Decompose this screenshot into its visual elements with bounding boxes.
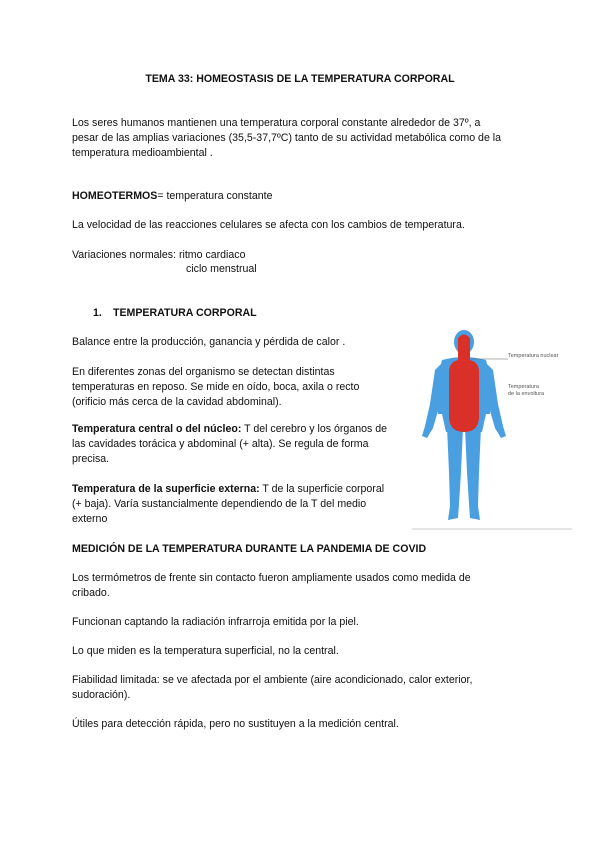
variaciones-item-2: ciclo menstrual <box>186 263 257 275</box>
section-1-number: 1. <box>93 307 102 319</box>
central-line-3: precisa. <box>72 453 110 465</box>
variaciones-label: Variaciones normales: ritmo cardiaco <box>72 249 246 261</box>
homeotermos-term: HOMEOTERMOS <box>72 190 158 202</box>
superficie-line-3: externo <box>72 513 108 525</box>
covid-p2: Funcionan captando la radiación infrarroja emitida por la piel. <box>72 616 359 628</box>
body-temperature-figure <box>412 322 572 530</box>
covid-p4-line-1: Fiabilidad limitada: se ve afectada por el ambiente (aire acondicionado, calor exterior, <box>72 674 473 686</box>
intro-line-1: Los seres humanos mantienen una temperatura corporal constante alrededor de 37º, a <box>72 117 481 129</box>
surface-temperature-label-1: Temperatura <box>508 384 539 390</box>
central-definition: T del cerebro y los órganos de <box>241 423 388 435</box>
covid-p1-line-1: Los termómetros de frente sin contacto fueron ampliamente usados como medida de <box>72 572 471 584</box>
homeotermos-line <box>72 189 532 204</box>
velocidad-text: La velocidad de las reacciones celulares se afecta con los cambios de temperatura. <box>72 219 465 231</box>
zonas-line-2: temperaturas en reposo. Se mide en oído, boca, axila o recto <box>72 381 360 393</box>
covid-p5: Útiles para detección rápida, pero no sustituyen a la medición central. <box>72 718 399 730</box>
surface-temperature-label-2: de la envoltura <box>508 391 545 397</box>
zonas-line-3: (orificio más cerca de la cavidad abdominal). <box>72 396 282 408</box>
central-line-1 <box>72 422 412 437</box>
core-temperature-label: Temperatura nuclear <box>508 353 559 359</box>
page-title: TEMA 33: HOMEOSTASIS DE LA TEMPERATURA CORPORAL <box>145 73 455 85</box>
homeotermos-definition: = temperatura constante <box>157 190 273 202</box>
covid-p3: Lo que miden es la temperatura superficial, no la central. <box>72 645 339 657</box>
superficie-term: Temperatura de la superficie externa: <box>72 483 260 495</box>
superficie-definition: T de la superficie corporal <box>259 483 385 495</box>
central-line-2: las cavidades torácica y abdominal (+ alta). Se regula de forma <box>72 438 369 450</box>
central-term: Temperatura central o del núcleo: <box>72 423 242 435</box>
core-region <box>449 335 479 433</box>
superficie-line-1 <box>72 482 412 497</box>
covid-p4-line-2: sudoración). <box>72 689 131 701</box>
section-1-title: TEMPERATURA CORPORAL <box>113 307 257 319</box>
intro-line-3: temperatura medioambiental . <box>72 147 213 159</box>
intro-line-2: pesar de las amplias variaciones (35,5-37,7ºC) tanto de su actividad metabólica como de la <box>72 132 502 144</box>
covid-title <box>72 542 552 557</box>
superficie-line-2: (+ baja). Varía sustancialmente dependiendo de la T del medio <box>72 498 367 510</box>
zonas-line-1: En diferentes zonas del organismo se detectan distintas <box>72 366 335 378</box>
balance-text: Balance entre la producción, ganancia y pérdida de calor . <box>72 336 346 348</box>
covid-p1-line-2: cribado. <box>72 587 110 599</box>
covid-title-text: MEDICIÓN DE LA TEMPERATURA DURANTE LA PANDEMIA DE COVID <box>72 543 427 555</box>
